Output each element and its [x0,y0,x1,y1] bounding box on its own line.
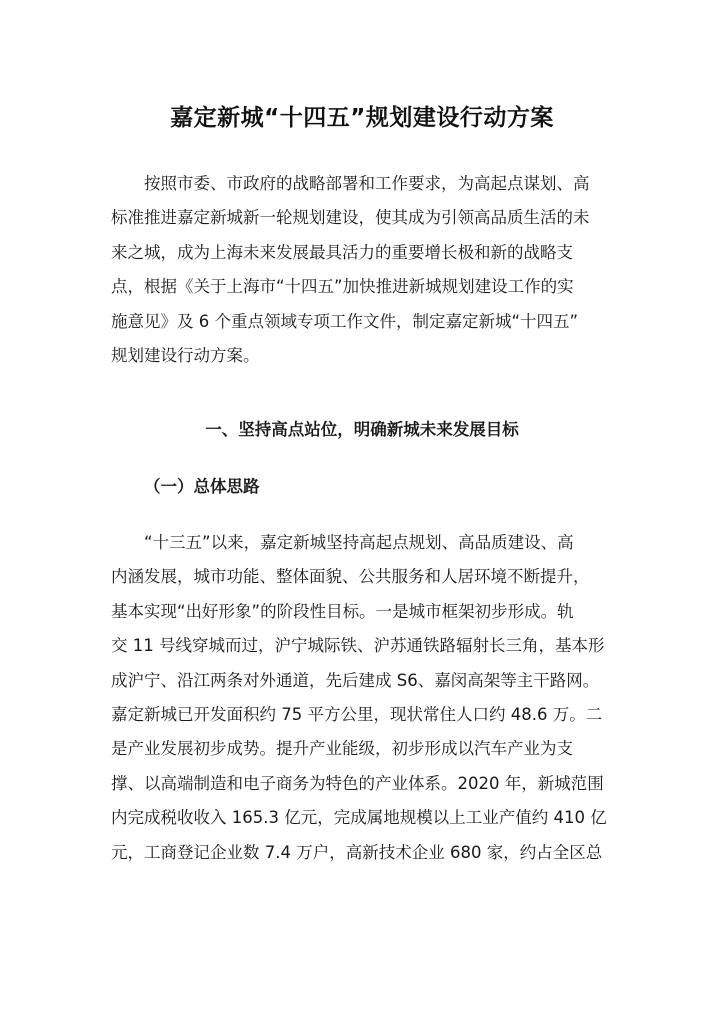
body-line: 基本实现“出好形象”的阶段性目标。一是城市框架初步形成。轨 [111,601,574,621]
section-heading: 一、坚持高点站位，明确新城未来发展目标 [205,420,519,439]
document-title: 嘉定新城“十四五”规划建设行动方案 [170,105,554,131]
intro-paragraph [111,167,607,373]
body-line: 内涵发展，城市功能、整体面貌、公共服务和人居环境不断提升， [111,567,590,587]
body-line: 成沪宁、沿江两条对外通道，先后建成 S6、嘉闵高架等主干路网。 [111,670,600,690]
body-line: 交 11 号线穿城而过，沪宁城际铁、沪苏通铁路辐射长三角，基本形 [111,636,605,656]
intro-line: 来之城，成为上海未来发展最具活力的重要增长极和新的战略支 [111,242,573,262]
sub-heading: （一）总体思路 [144,477,260,496]
intro-line: 规划建设行动方案。 [111,346,260,366]
body-line: 嘉定新城已开发面积约 75 平方公里，现状常住人口约 48.6 万。二 [111,705,603,725]
intro-line: 标准推进嘉定新城新一轮规划建设，使其成为引领高品质生活的未 [111,208,590,228]
body-line: 是产业发展初步成势。提升产业能级，初步形成以汽车产业为支 [111,739,573,759]
intro-line: 点，根据《关于上海市“十四五”加快推进新城规划建设工作的实 [111,277,574,297]
body-line: “十三五”以来，嘉定新城坚持高起点规划、高品质建设、高 [144,533,574,552]
body-line: 内完成税收收入 165.3 亿元，完成属地规模以上工业产值约 410 亿 [111,808,607,828]
body-line: 元，工商登记企业数 7.4 万户，高新技术企业 680 家，约占全区总 [111,842,603,862]
body-paragraph [111,526,607,870]
intro-line: 施意见》及 6 个重点领域专项工作文件，制定嘉定新城“十四五” [111,311,579,331]
body-line: 撑、以高端制造和电子商务为特色的产业体系。2020 年，新城范围 [111,773,604,793]
intro-line: 按照市委、市政府的战略部署和工作要求，为高起点谋划、高 [144,174,590,193]
